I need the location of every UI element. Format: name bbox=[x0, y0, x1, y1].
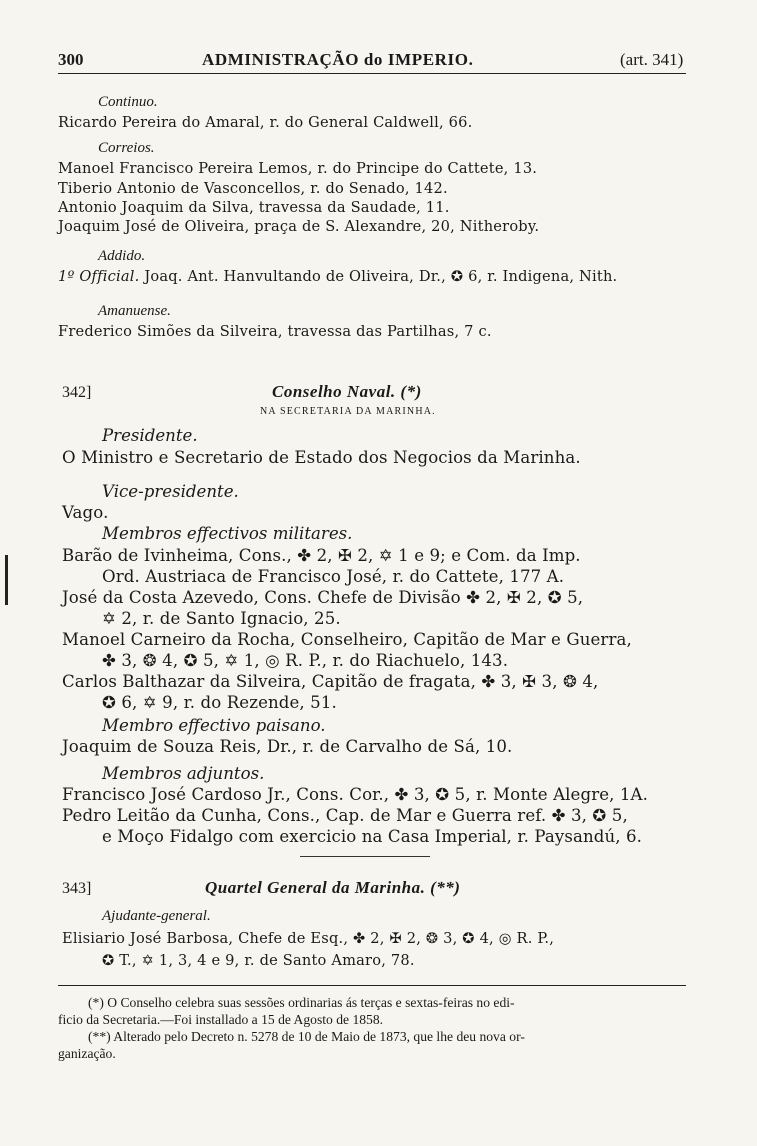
correios-line: Antonio Joaquim da Silva, travessa da Saudade, 11. bbox=[58, 199, 450, 216]
footnote-line: (*) O Conselho celebra suas sessões ordinarias ás terças e sextas-feiras no edi- bbox=[88, 995, 515, 1010]
section-342-title: Conselho Naval. (*) bbox=[272, 382, 422, 401]
header-rule bbox=[58, 73, 686, 74]
adjuntos-label: Membros adjuntos. bbox=[102, 764, 265, 783]
section-divider bbox=[300, 856, 430, 857]
ajudante-line: Elisiario José Barbosa, Chefe de Esq., ✤ 2, ✠ 2, ❂ 3, ✪ 4, ◎ R. P., bbox=[62, 930, 555, 947]
addido-line: Joaq. Ant. Hanvultando de Oliveira, Dr., ✪ 6, r. Indigena, Nith. bbox=[144, 268, 618, 285]
paisano-label: Membro effectivo paisano. bbox=[102, 716, 326, 735]
footnote-line: (**) Alterado pelo Decreto n. 5278 de 10 de Maio de 1873, que lhe deu nova or- bbox=[88, 1029, 525, 1044]
membros-line: José da Costa Azevedo, Cons. Chefe de Divisão ✤ 2, ✠ 2, ✪ 5, bbox=[62, 588, 584, 607]
ajudante-label: Ajudante-general. bbox=[102, 908, 211, 924]
correios-line: Joaquim José de Oliveira, praça de S. Alexandre, 20, Nitheroby. bbox=[58, 218, 540, 235]
presidente-label: Presidente. bbox=[102, 426, 198, 445]
adjuntos-line: Pedro Leitão da Cunha, Cons., Cap. de Mar e Guerra ref. ✤ 3, ✪ 5, bbox=[62, 806, 628, 825]
membros-label: Membros effectivos militares. bbox=[102, 524, 353, 543]
correios-line: Manoel Francisco Pereira Lemos, r. do Principe do Cattete, 13. bbox=[58, 160, 538, 177]
page-number: 300 bbox=[58, 50, 84, 69]
addido-label: Addido. bbox=[98, 248, 146, 264]
amanuense-line: Frederico Simões da Silveira, travessa das Partilhas, 7 c. bbox=[58, 323, 492, 340]
membros-line: Ord. Austriaca de Francisco José, r. do Cattete, 177 A. bbox=[102, 567, 565, 586]
amanuense-label: Amanuense. bbox=[98, 303, 171, 319]
ajudante-line: ✪ T., ✡ 1, 3, 4 e 9, r. de Santo Amaro, 78. bbox=[102, 952, 415, 969]
adjuntos-line: Francisco José Cardoso Jr., Cons. Cor., ✤ 3, ✪ 5, r. Monte Alegre, 1A. bbox=[62, 785, 649, 804]
vice-label: Vice-presidente. bbox=[102, 482, 239, 501]
footnote-rule bbox=[58, 985, 686, 986]
footnote-line: ganização. bbox=[58, 1046, 116, 1061]
paisano-line: Joaquim de Souza Reis, Dr., r. de Carvalho de Sá, 10. bbox=[62, 737, 513, 756]
membros-line: Manoel Carneiro da Rocha, Conselheiro, Capitão de Mar e Guerra, bbox=[62, 630, 632, 649]
membros-line: Barão de Ivinheima, Cons., ✤ 2, ✠ 2, ✡ 1 e 9; e Com. da Imp. bbox=[62, 546, 581, 565]
addido-entry bbox=[58, 268, 617, 285]
article-ref: (art. 341) bbox=[620, 50, 684, 69]
addido-prefix: 1º Official. bbox=[58, 268, 140, 285]
page-title: ADMINISTRAÇÃO do IMPERIO. bbox=[202, 50, 474, 69]
section-342-number: 342] bbox=[62, 384, 92, 401]
correios-label: Correios. bbox=[98, 140, 155, 156]
section-343-number: 343] bbox=[62, 880, 92, 897]
adjuntos-line: e Moço Fidalgo com exercicio na Casa Imperial, r. Paysandú, 6. bbox=[102, 827, 643, 846]
footnote-line: ficio da Secretaria.—Foi installado a 15 de Agosto de 1858. bbox=[58, 1012, 384, 1027]
membros-line: ✪ 6, ✡ 9, r. do Rezende, 51. bbox=[102, 693, 337, 712]
section-343-title: Quartel General da Marinha. (**) bbox=[205, 878, 461, 897]
presidente-line: O Ministro e Secretario de Estado dos Negocios da Marinha. bbox=[62, 448, 581, 467]
membros-line: ✡ 2, r. de Santo Ignacio, 25. bbox=[102, 609, 341, 628]
section-342-subtitle: NA SECRETARIA DA MARINHA. bbox=[260, 406, 436, 417]
vice-line: Vago. bbox=[62, 503, 109, 522]
membros-line: Carlos Balthazar da Silveira, Capitão de fragata, ✤ 3, ✠ 3, ❂ 4, bbox=[62, 672, 599, 691]
continuo-line: Ricardo Pereira do Amaral, r. do General Caldwell, 66. bbox=[58, 114, 473, 131]
continuo-label: Continuo. bbox=[98, 94, 158, 110]
correios-line: Tiberio Antonio de Vasconcellos, r. do Senado, 142. bbox=[58, 180, 448, 197]
margin-mark bbox=[5, 555, 8, 605]
membros-line: ✤ 3, ❂ 4, ✪ 5, ✡ 1, ◎ R. P., r. do Riachuelo, 143. bbox=[102, 651, 509, 670]
